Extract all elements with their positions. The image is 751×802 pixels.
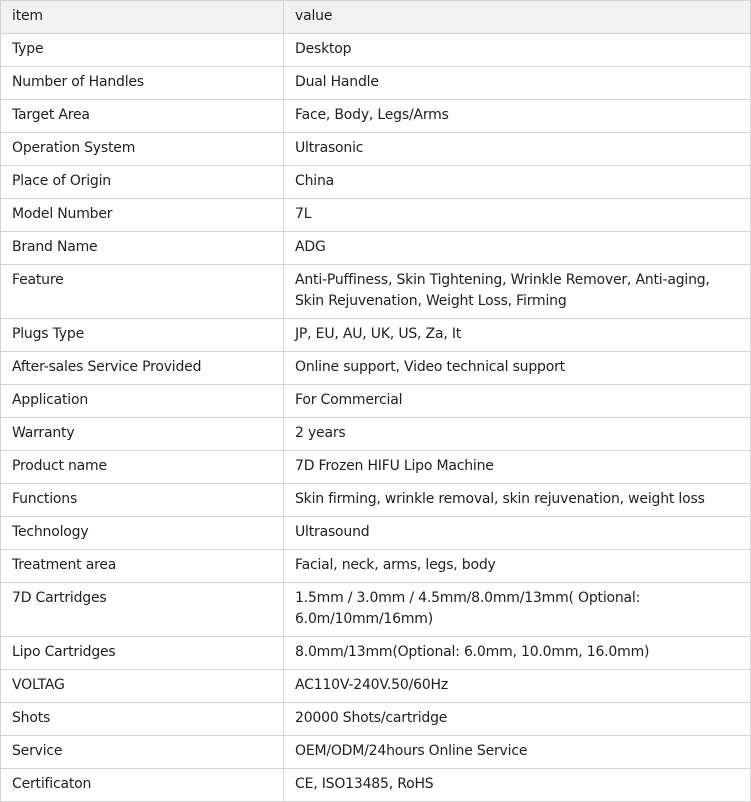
row-item: Feature [1, 265, 284, 319]
table-row [1, 703, 751, 736]
row-value: JP, EU, AU, UK, US, Za, It [284, 319, 751, 352]
row-value: ADG [284, 232, 751, 265]
row-value: 2 years [284, 418, 751, 451]
table-row [1, 385, 751, 418]
table-row [1, 133, 751, 166]
row-item: Shots [1, 703, 284, 736]
row-value: Desktop [284, 34, 751, 67]
table-row [1, 166, 751, 199]
row-value: 20000 Shots/cartridge [284, 703, 751, 736]
row-value: For Commercial [284, 385, 751, 418]
row-value: AC110V-240V.50/60Hz [284, 670, 751, 703]
row-value: Face, Body, Legs/Arms [284, 100, 751, 133]
row-item: Number of Handles [1, 67, 284, 100]
row-item: Type [1, 34, 284, 67]
row-item: Treatment area [1, 550, 284, 583]
table-row [1, 34, 751, 67]
row-item: Application [1, 385, 284, 418]
header-item: item [1, 1, 284, 34]
table-row [1, 583, 751, 637]
table-row [1, 769, 751, 802]
row-item: Product name [1, 451, 284, 484]
table-header-row [1, 1, 751, 34]
table-row [1, 637, 751, 670]
table-row [1, 484, 751, 517]
row-value: 1.5mm / 3.0mm / 4.5mm/8.0mm/13mm( Optional: 6.0m/10mm/16mm) [284, 583, 751, 637]
row-item: Plugs Type [1, 319, 284, 352]
row-item: 7D Cartridges [1, 583, 284, 637]
row-value: 7D Frozen HIFU Lipo Machine [284, 451, 751, 484]
table-row [1, 67, 751, 100]
row-item: After-sales Service Provided [1, 352, 284, 385]
table-row [1, 319, 751, 352]
row-value: 8.0mm/13mm(Optional: 6.0mm, 10.0mm, 16.0mm) [284, 637, 751, 670]
row-value: Facial, neck, arms, legs, body [284, 550, 751, 583]
table-row [1, 265, 751, 319]
row-value: Dual Handle [284, 67, 751, 100]
row-value: CE, ISO13485, RoHS [284, 769, 751, 802]
table-row [1, 100, 751, 133]
table-row [1, 418, 751, 451]
row-value: 7L [284, 199, 751, 232]
row-value: Ultrasound [284, 517, 751, 550]
row-value: Online support, Video technical support [284, 352, 751, 385]
row-item: Certificaton [1, 769, 284, 802]
row-item: Technology [1, 517, 284, 550]
row-value: Ultrasonic [284, 133, 751, 166]
table-row [1, 199, 751, 232]
table-row [1, 670, 751, 703]
table-row [1, 352, 751, 385]
table-row [1, 232, 751, 265]
table-row [1, 736, 751, 769]
row-value: Anti-Puffiness, Skin Tightening, Wrinkle Remover, Anti-aging, Skin Rejuvenation, Weight Loss, Firming [284, 265, 751, 319]
table-row [1, 517, 751, 550]
row-item: Target Area [1, 100, 284, 133]
table-row [1, 451, 751, 484]
row-item: Place of Origin [1, 166, 284, 199]
row-value: China [284, 166, 751, 199]
row-value: OEM/ODM/24hours Online Service [284, 736, 751, 769]
row-item: Service [1, 736, 284, 769]
header-value: value [284, 1, 751, 34]
row-item: VOLTAG [1, 670, 284, 703]
row-item: Warranty [1, 418, 284, 451]
row-item: Operation System [1, 133, 284, 166]
row-item: Lipo Cartridges [1, 637, 284, 670]
row-item: Brand Name [1, 232, 284, 265]
row-item: Model Number [1, 199, 284, 232]
row-item: Functions [1, 484, 284, 517]
table-row [1, 550, 751, 583]
row-value: Skin firming, wrinkle removal, skin rejuvenation, weight loss [284, 484, 751, 517]
